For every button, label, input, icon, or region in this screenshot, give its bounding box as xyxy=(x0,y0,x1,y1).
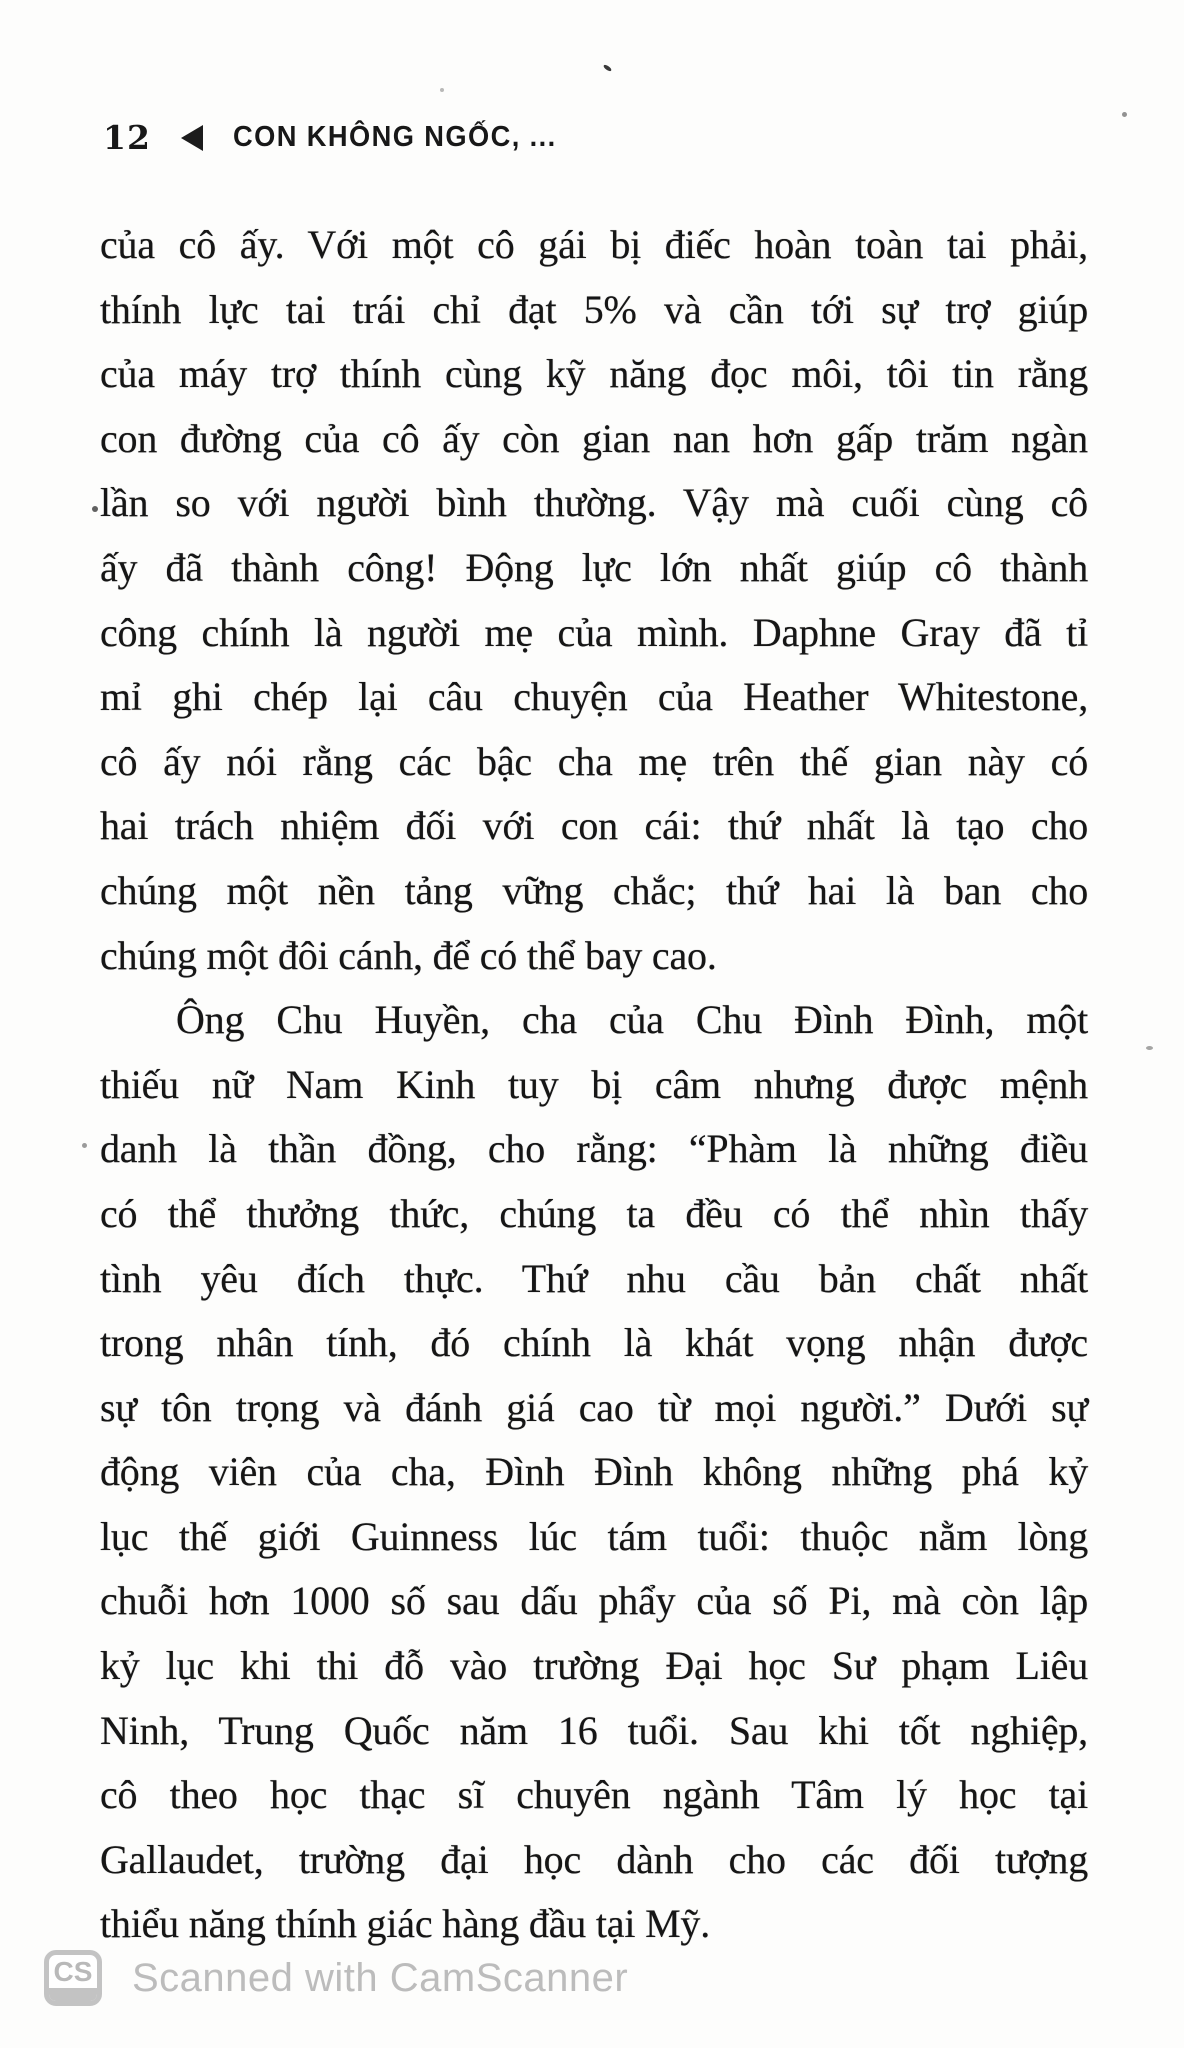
left-triangle-icon xyxy=(181,125,203,151)
scan-speck xyxy=(603,64,613,72)
body-text xyxy=(100,213,1088,1957)
text-line: Gallaudet, trường đại học dành cho các đối tượng xyxy=(100,1836,1088,1882)
camscanner-logo-abbr: CS xyxy=(53,1956,93,1987)
text-line: lục thế giới Guinness lúc tám tuổi: thuộc nằm lòng xyxy=(100,1513,1088,1559)
text-line: của cô ấy. Với một cô gái bị điếc hoàn toàn tai phải, xyxy=(100,222,1088,267)
camscanner-watermark-label: Scanned with CamScanner xyxy=(132,1955,629,2000)
text-line: hai trách nhiệm đối với con cái: thứ nhất là tạo cho xyxy=(100,803,1088,849)
text-line: tình yêu đích thực. Thứ nhu cầu bản chất nhất xyxy=(100,1255,1088,1301)
text-line: con đường của cô ấy còn gian nan hơn gấp trăm ngàn xyxy=(100,415,1088,461)
text-line: cô ấy nói rằng các bậc cha mẹ trên thế gian này có xyxy=(100,738,1088,784)
scan-speck xyxy=(1146,1046,1153,1050)
camscanner-watermark xyxy=(44,1950,628,2006)
text-line: ấy đã thành công! Động lực lớn nhất giúp cô thành xyxy=(100,544,1088,590)
scan-speck xyxy=(82,1143,87,1148)
text-line: có thể thưởng thức, chúng ta đều có thể nhìn thấy xyxy=(100,1190,1088,1236)
scan-speck xyxy=(1122,112,1127,117)
page-number: 12 xyxy=(103,118,151,157)
scan-speck xyxy=(440,88,444,92)
text-line: sự tôn trọng và đánh giá cao từ mọi người.” Dưới sự xyxy=(100,1384,1088,1430)
text-line: động viên của cha, Đình Đình không những phá kỷ xyxy=(100,1449,1088,1495)
text-line: chúng một đôi cánh, để có thể bay cao. xyxy=(100,932,717,978)
text-line: thính lực tai trái chỉ đạt 5% và cần tới sự trợ giúp xyxy=(100,286,1088,332)
text-line: cô theo học thạc sĩ chuyên ngành Tâm lý học tại xyxy=(100,1772,1088,1818)
text-line: chúng một nền tảng vững chắc; thứ hai là ban cho xyxy=(100,867,1088,913)
camscanner-logo-icon xyxy=(44,1950,102,2006)
text-line: thiểu năng thính giác hàng đầu tại Mỹ. xyxy=(100,1901,711,1947)
text-line: kỷ lục khi thi đỗ vào trường Đại học Sư phạm Liêu xyxy=(100,1643,1088,1689)
text-line: Ninh, Trung Quốc năm 16 tuổi. Sau khi tốt nghiệp, xyxy=(100,1707,1088,1753)
text-line: trong nhân tính, đó chính là khát vọng nhận được xyxy=(100,1320,1088,1366)
text-line: Ông Chu Huyền, cha của Chu Đình Đình, một xyxy=(176,997,1088,1043)
camscanner-logo-bar xyxy=(49,1988,97,2001)
text-line: công chính là người mẹ của mình. Daphne Gray đã tỉ xyxy=(100,609,1088,655)
text-line: danh là thần đồng, cho rằng: “Phàm là những điều xyxy=(100,1126,1088,1172)
scan-speck xyxy=(92,506,98,512)
text-line: chuỗi hơn 1000 số sau dấu phẩy của số Pi, mà còn lập xyxy=(100,1578,1088,1624)
text-line: của máy trợ thính cùng kỹ năng đọc môi, tôi tin rằng xyxy=(100,351,1088,397)
text-line: mỉ ghi chép lại câu chuyện của Heather Whitestone, xyxy=(100,674,1088,720)
book-title: CON KHÔNG NGỐC, ... xyxy=(232,121,557,153)
text-line: lần so với người bình thường. Vậy mà cuối cùng cô xyxy=(100,480,1088,526)
running-header xyxy=(103,118,577,157)
text-line: thiếu nữ Nam Kinh tuy bị câm nhưng được mệnh xyxy=(100,1061,1088,1107)
